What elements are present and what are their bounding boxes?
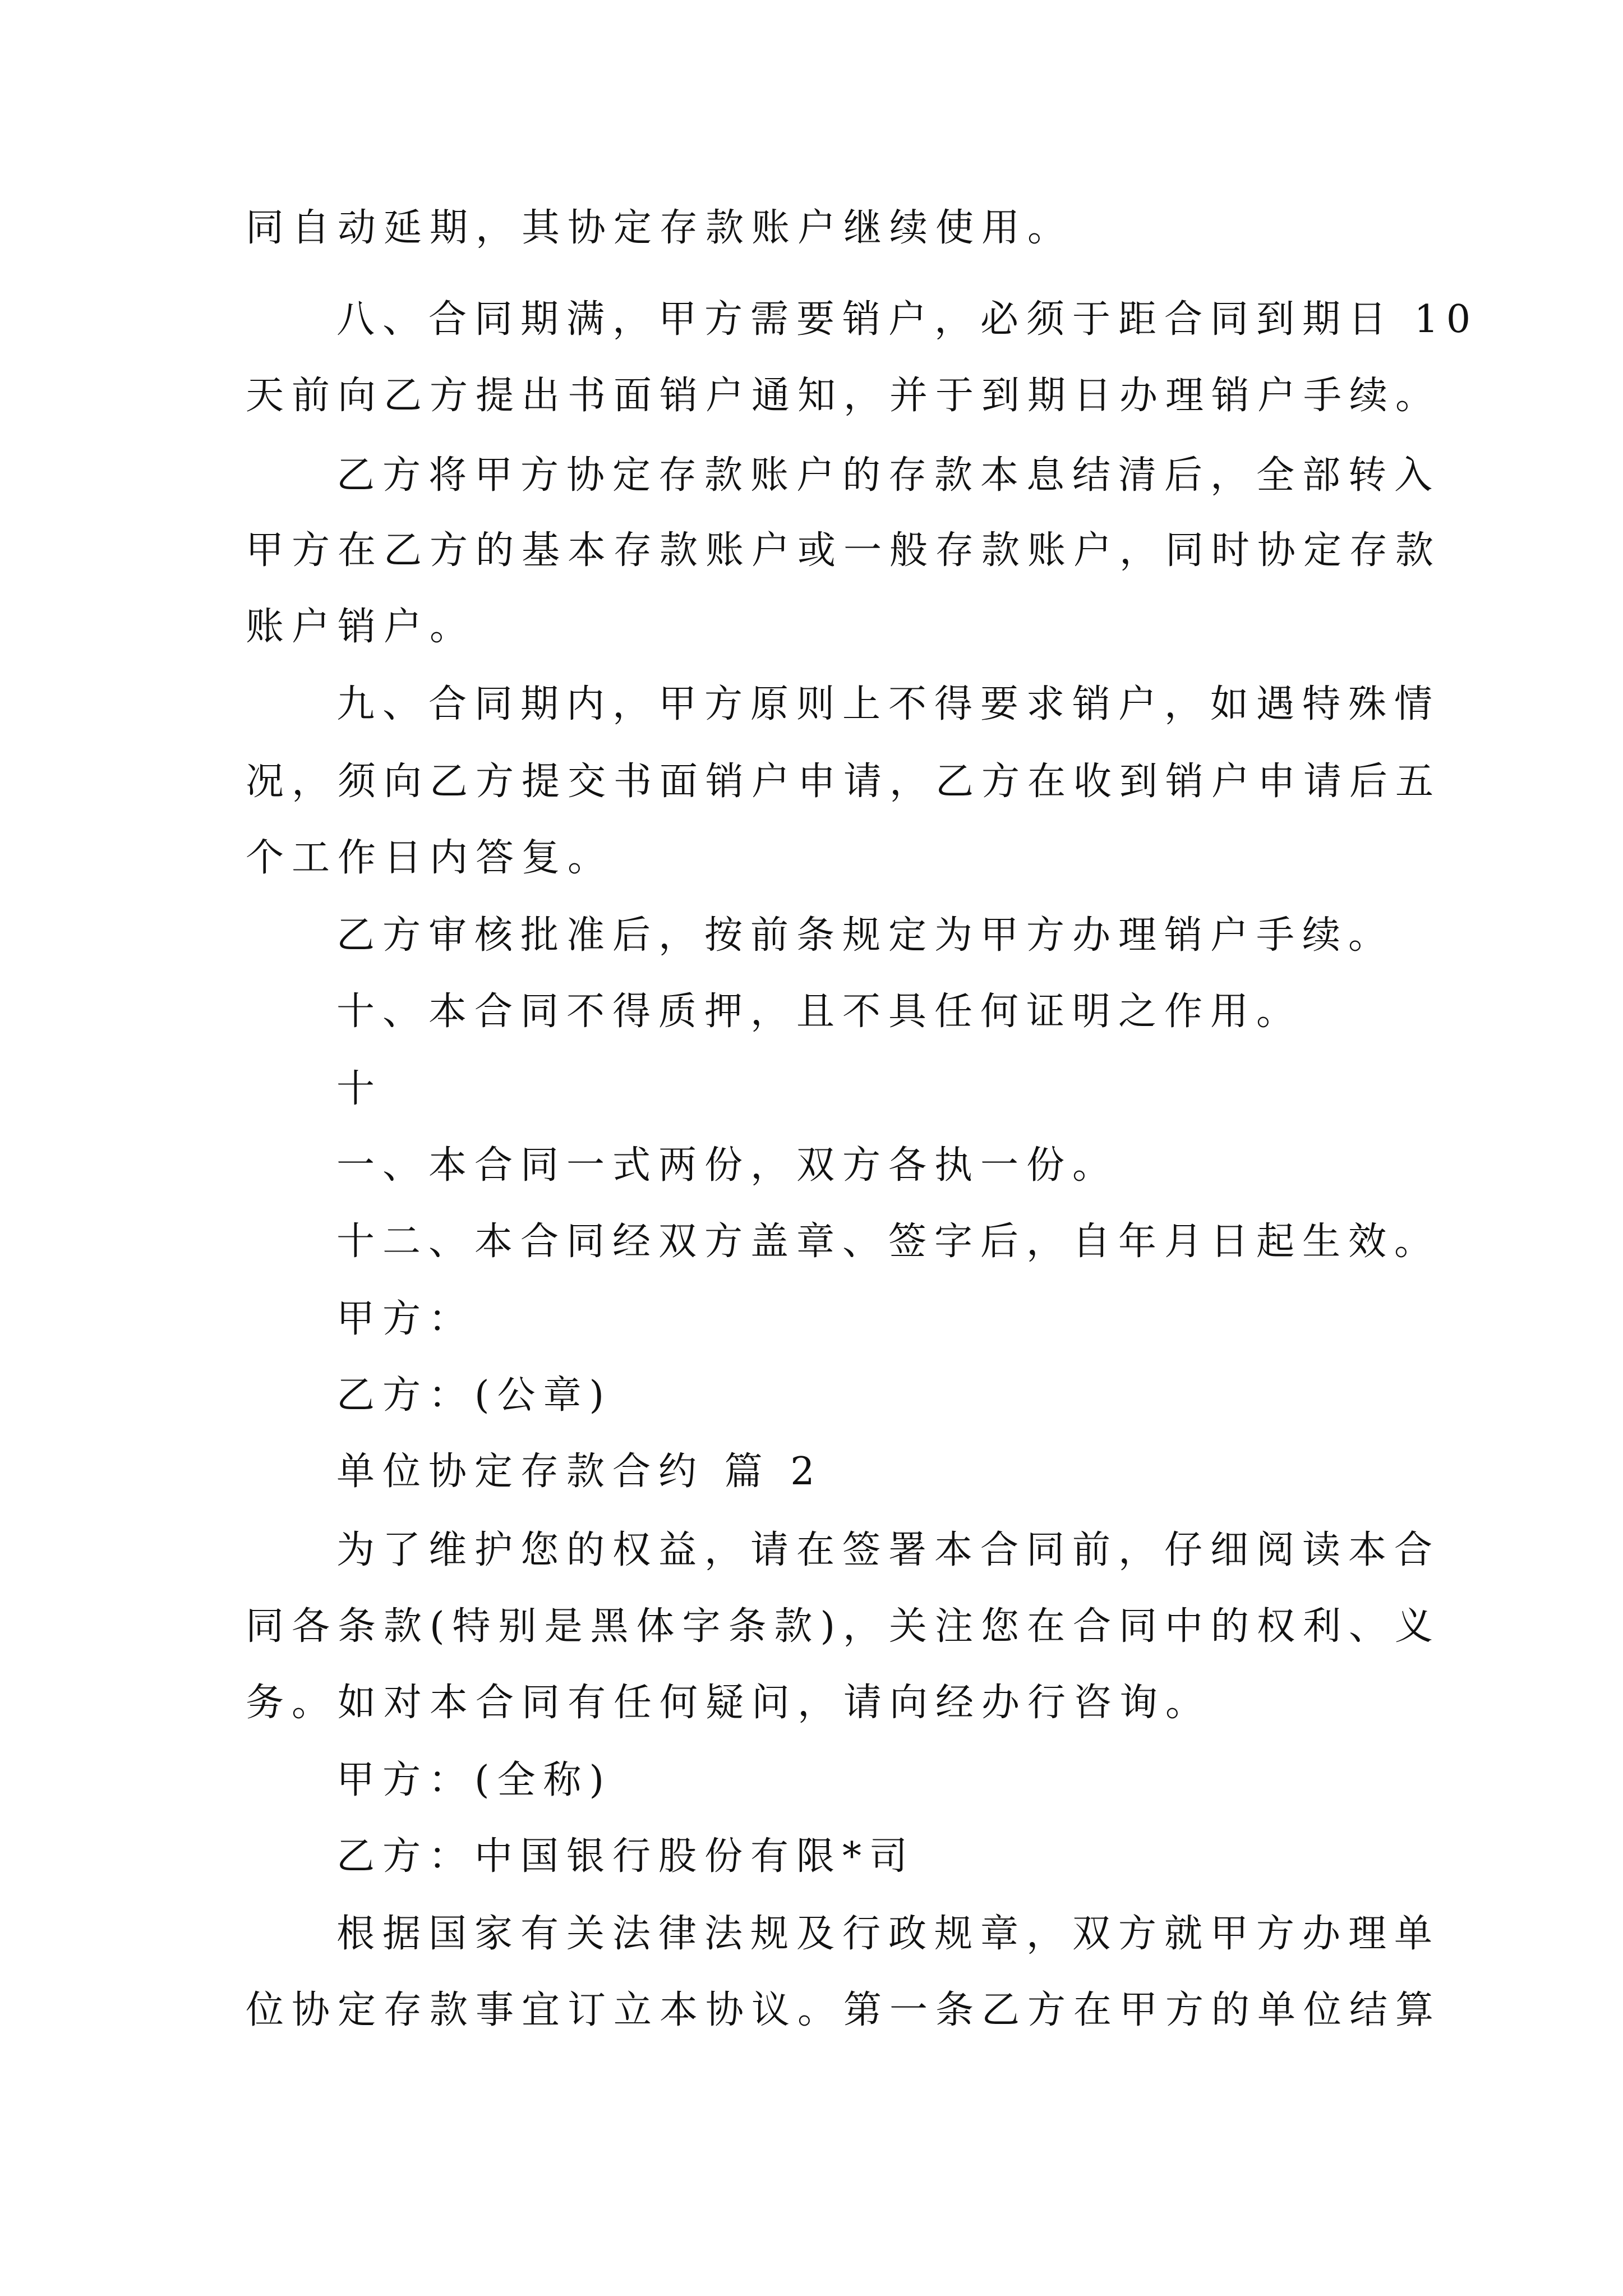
text-line: 乙方：(公章) [336, 1373, 612, 1418]
text-line: 天前向乙方提出书面销户通知，并于到期日办理销户手续。 [246, 374, 1442, 418]
text-line: 个工作日内答复。 [246, 836, 614, 880]
text-line: 况，须向乙方提交书面销户申请，乙方在收到销户申请后五 [246, 760, 1442, 804]
text-line: 甲方： [336, 1297, 475, 1341]
text-line: 务。如对本合同有任何疑问，请向经办行咨询。 [246, 1681, 1212, 1725]
text-line: 根据国家有关法律法规及行政规章，双方就甲方办理单 [336, 1912, 1441, 1956]
text-line: 乙方将甲方协定存款账户的存款本息结清后，全部转入 [336, 453, 1441, 498]
text-line: 十、本合同不得质押，且不具任何证明之作用。 [336, 990, 1303, 1034]
text-line: 十 [336, 1067, 383, 1111]
text-line: 乙方审核批准后，按前条规定为甲方办理销户手续。 [336, 913, 1395, 958]
text-line: 同各条款(特别是黑体字条款)，关注您在合同中的权利、义 [246, 1604, 1441, 1649]
text-line: 九、合同期内，甲方原则上不得要求销户，如遇特殊情 [336, 682, 1441, 726]
text-line: 同自动延期，其协定存款账户继续使用。 [246, 206, 1074, 250]
text-line: 八、合同期满，甲方需要销户，必须于距合同到期日 10 [336, 297, 1479, 342]
text-line: 甲方：(全称) [336, 1758, 612, 1802]
text-line: 位协定存款事宜订立本协议。第一条乙方在甲方的单位结算 [246, 1988, 1442, 2032]
text-line: 十二、本合同经双方盖章、签字后，自年月日起生效。 [336, 1220, 1441, 1264]
text-line: 为了维护您的权益，请在签署本合同前，仔细阅读本合 [336, 1528, 1441, 1572]
text-line: 甲方在乙方的基本存款账户或一般存款账户，同时协定存款 [246, 528, 1442, 573]
text-line: 乙方：中国银行股份有限*司 [336, 1834, 916, 1879]
text-line: 账户销户。 [246, 605, 476, 649]
section-heading: 单位协定存款合约 篇 2 [336, 1450, 823, 1494]
text-line: 一、本合同一式两份，双方各执一份。 [336, 1143, 1119, 1188]
